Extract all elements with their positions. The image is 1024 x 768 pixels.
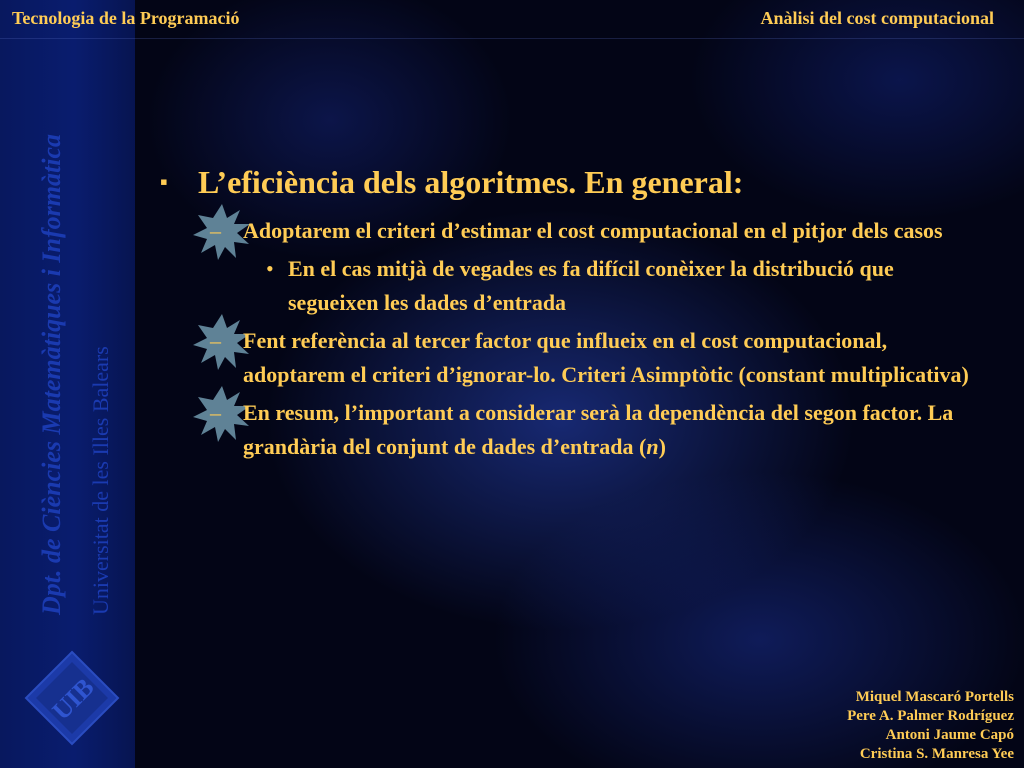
subpoint-text: En el cas mitjà de vegades es fa difícil conèixer la distribució que segueixen les dades d’entrada [288,256,894,315]
dash-bullet-icon: – [210,400,221,425]
point-text: Adoptarem el criteri d’estimar el cost computacional en el pitjor dels casos [243,218,943,243]
dash-bullet-icon: – [210,328,221,353]
point-item [150,396,980,464]
square-bullet-icon: ▪ [160,169,168,194]
dot-bullet-icon: • [266,256,274,281]
author-name: Miquel Mascaró Portells [855,689,1014,705]
subpoint-item [150,252,980,320]
closing-paren: ) [658,434,666,459]
author-name: Cristina S. Manresa Yee [859,746,1014,762]
author-name: Antoni Jaume Capó [885,727,1014,743]
logo-text: UIB [46,672,100,726]
point-text: Fent referència al tercer factor que influeix en el cost computacional, adoptarem el criteri d’ignorar-lo. Criteri Asimptòtic (constant multiplicativa) [243,328,969,387]
author-name: Pere A. Palmer Rodríguez [847,708,1014,724]
course-title: Tecnologia de la Programació [12,8,240,28]
author-list [847,688,1014,764]
uib-logo-icon [22,648,122,748]
header-divider [0,38,1024,39]
topic-title: Anàlisi del cost computacional [760,8,994,28]
university-name: Universitat de les Illes Balears [88,346,113,615]
department-name: Dpt. de Ciències Matemàtiques i Informàtica [37,134,66,615]
variable-n: n [646,434,659,459]
point-item [150,214,980,248]
heading-text: L’eficiència dels algoritmes. En general: [198,164,744,200]
main-heading [150,160,980,204]
point-item [150,324,980,392]
dash-bullet-icon: – [210,218,221,243]
point-text: En resum, l’important a considerar serà la dependència del segon factor. La grandària del conjunt de dades d’entrada ( [243,400,954,459]
slide-content [150,160,980,464]
